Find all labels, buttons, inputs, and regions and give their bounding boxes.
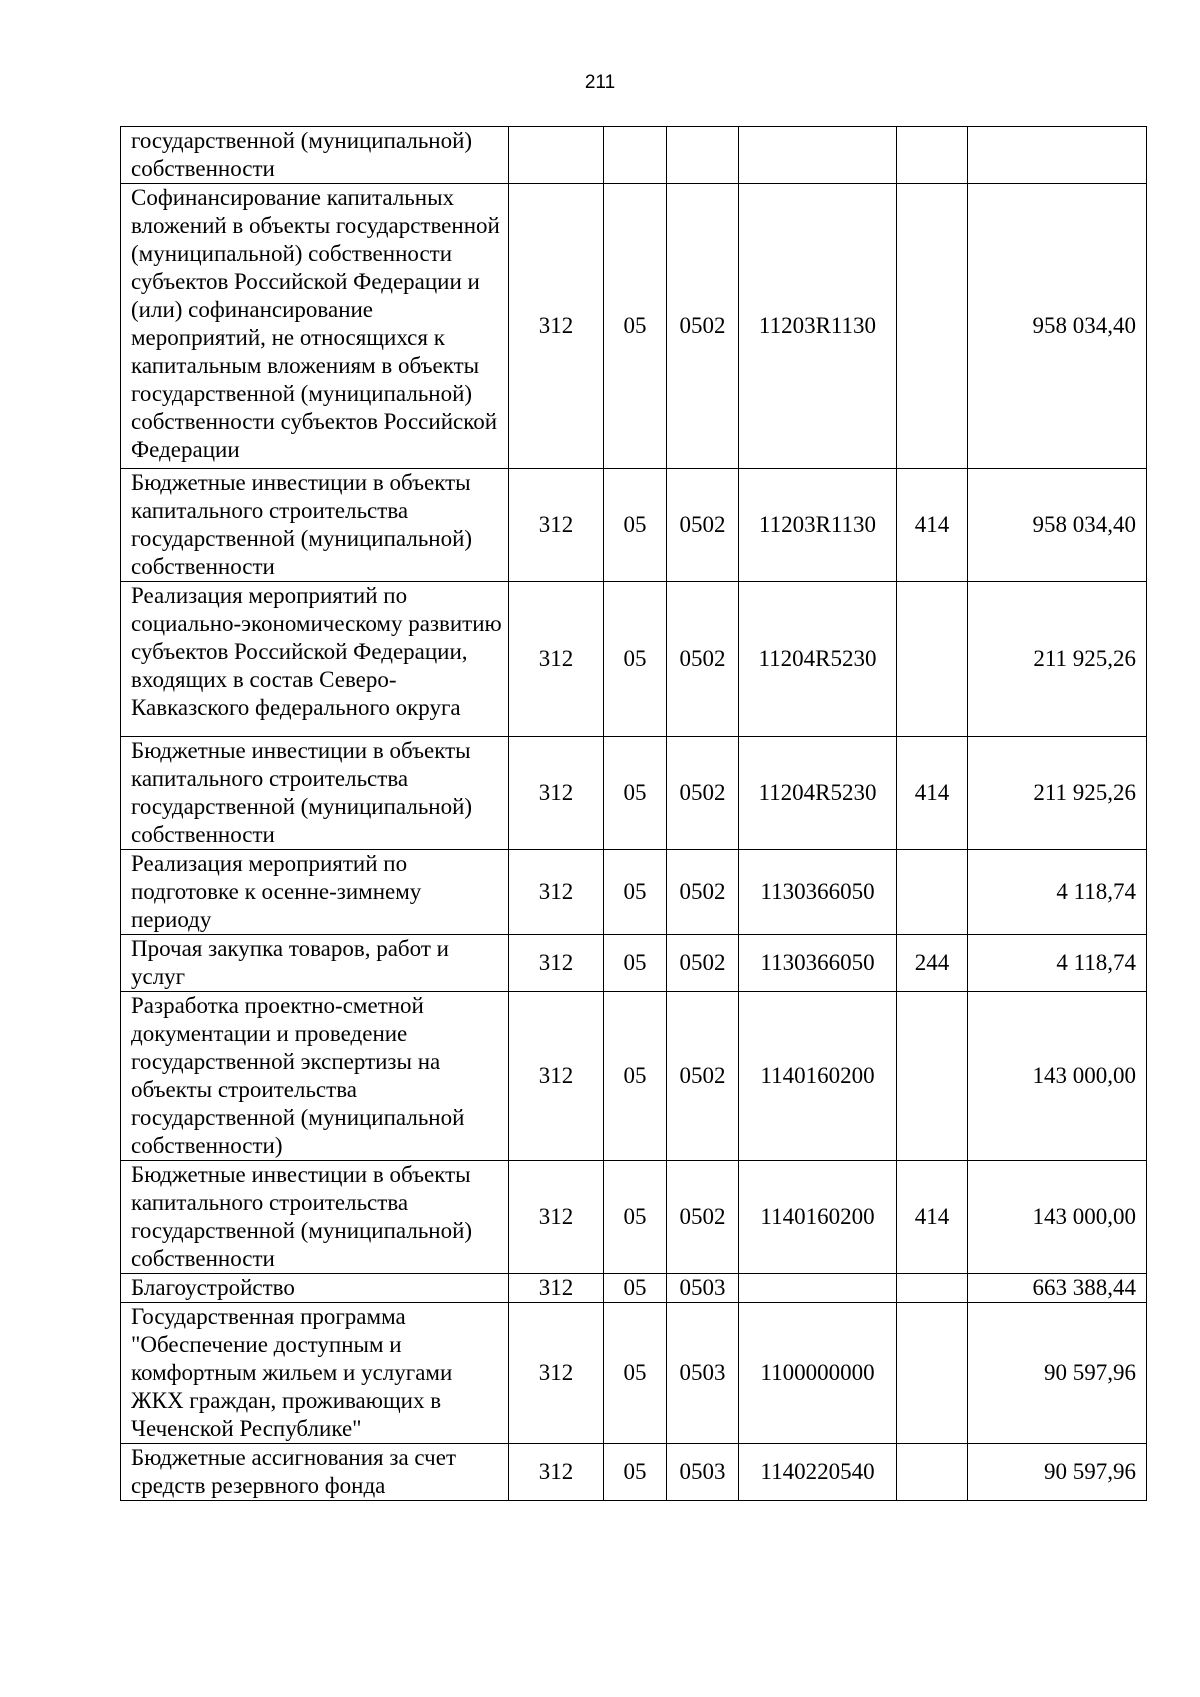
cell-expense-type-code-text: 414 [914,512,950,537]
cell-ved-code-text: 312 [538,512,574,537]
cell-target-article-code-text: 11204R5230 [758,780,877,805]
cell-expense-type-code [897,935,968,992]
cell-section-code-text: 05 [623,879,647,904]
cell-section-code [604,1444,667,1501]
cell-name-text: Софинансирование капитальных вложений в объекты государственной (муниципальной) собственности субъектов Российской Федерации и (или) софинансирование мероприятий, не относящихся к капитальным вложениям в объекты государственной (муниципальной) собственности субъектов Российской Федерации [131,185,500,462]
cell-target-article-code [739,127,897,184]
cell-ved-code-text: 312 [538,1459,574,1484]
cell-subsection-code-text: 0502 [679,313,726,338]
cell-ved-code-text: 312 [538,780,574,805]
cell-expense-type-code [897,582,968,737]
cell-amount-text: 4 118,74 [1056,950,1136,975]
cell-name-text: Бюджетные инвестиции в объекты капитального строительства государственной (муниципальной) собственности [131,738,473,847]
cell-section-code-text: 05 [623,1360,647,1385]
cell-subsection-code [667,737,739,850]
cell-ved-code-text: 312 [538,646,574,671]
cell-section-code-text: 05 [623,780,647,805]
cell-target-article-code [739,582,897,737]
cell-amount-text: 211 925,26 [1033,646,1136,671]
cell-section-code-text: 05 [623,1204,647,1229]
cell-expense-type-code [897,1444,968,1501]
cell-amount-text: 958 034,40 [1032,512,1136,537]
cell-ved-code [509,992,604,1161]
cell-expense-type-code [897,469,968,582]
cell-ved-code-text: 312 [538,879,574,904]
cell-subsection-code-text: 0502 [679,780,726,805]
cell-amount [968,1303,1147,1444]
table-row [121,935,1147,992]
cell-ved-code-text: 312 [538,1063,574,1088]
cell-ved-code-text: 312 [538,313,574,338]
cell-ved-code-text: 312 [538,950,574,975]
cell-ved-code [509,1444,604,1501]
cell-amount [968,1444,1147,1501]
cell-subsection-code [667,850,739,935]
cell-subsection-code [667,1274,739,1303]
table-row [121,850,1147,935]
cell-section-code [604,737,667,850]
cell-section-code [604,992,667,1161]
cell-name-text: Государственная программа "Обеспечение доступным и комфортным жильем и услугами ЖКХ граждан, проживающих в Чеченской Республике" [131,1304,453,1441]
cell-subsection-code [667,582,739,737]
cell-ved-code [509,935,604,992]
cell-subsection-code-text: 0502 [679,646,726,671]
table-row [121,469,1147,582]
cell-subsection-code [667,127,739,184]
cell-expense-type-code [897,1274,968,1303]
cell-ved-code [509,1161,604,1274]
cell-target-article-code-text: 1100000000 [760,1360,875,1385]
cell-name-text: Бюджетные инвестиции в объекты капитального строительства государственной (муниципальной) собственности [131,470,473,579]
cell-name-text: Бюджетные инвестиции в объекты капитального строительства государственной (муниципальной) собственности [131,1162,473,1271]
cell-section-code [604,184,667,469]
cell-subsection-code-text: 0503 [679,1459,726,1484]
cell-expense-type-code [897,184,968,469]
cell-name [121,992,509,1161]
cell-amount-text: 211 925,26 [1033,780,1136,805]
cell-name [121,582,509,737]
cell-section-code-text: 05 [623,512,647,537]
cell-name-text: Прочая закупка товаров, работ и услуг [131,936,449,989]
cell-target-article-code-text: 1140160200 [760,1063,875,1088]
cell-section-code-text: 05 [623,950,647,975]
cell-section-code-text: 05 [623,1275,647,1300]
cell-expense-type-code-text: 414 [914,1204,950,1229]
cell-target-article-code [739,1161,897,1274]
cell-target-article-code-text: 1130366050 [760,879,875,904]
cell-amount [968,582,1147,737]
cell-subsection-code [667,184,739,469]
cell-subsection-code-text: 0503 [679,1360,726,1385]
cell-name [121,737,509,850]
cell-expense-type-code [897,737,968,850]
cell-target-article-code [739,992,897,1161]
cell-ved-code [509,127,604,184]
cell-target-article-code-text: 1140160200 [760,1204,875,1229]
cell-subsection-code [667,1444,739,1501]
cell-target-article-code-text: 11203R1130 [758,313,877,338]
cell-amount-text: 90 597,96 [1044,1360,1136,1385]
budget-table-body [121,127,1147,1501]
cell-name [121,1161,509,1274]
cell-ved-code [509,469,604,582]
cell-expense-type-code [897,1303,968,1444]
cell-section-code-text: 05 [623,1063,647,1088]
cell-amount-text: 958 034,40 [1032,313,1136,338]
cell-amount [968,737,1147,850]
cell-amount [968,992,1147,1161]
cell-name [121,184,509,469]
cell-amount [968,935,1147,992]
cell-amount [968,1274,1147,1303]
cell-ved-code [509,582,604,737]
cell-section-code [604,1274,667,1303]
cell-name-text: Реализация мероприятий по подготовке к осенне-зимнему периоду [131,851,422,932]
cell-amount-text: 143 000,00 [1032,1063,1136,1088]
cell-section-code-text: 05 [623,1459,647,1484]
cell-subsection-code [667,1303,739,1444]
cell-name [121,1444,509,1501]
cell-target-article-code-text: 11204R5230 [758,646,877,671]
cell-ved-code [509,737,604,850]
table-row [121,1274,1147,1303]
cell-amount [968,850,1147,935]
cell-expense-type-code [897,127,968,184]
cell-subsection-code [667,992,739,1161]
cell-amount [968,1161,1147,1274]
cell-name-text: государственной (муниципальной) собственности [131,128,473,181]
page-number: 211 [584,72,616,93]
cell-target-article-code [739,1444,897,1501]
cell-amount [968,469,1147,582]
cell-subsection-code-text: 0503 [679,1275,726,1300]
cell-expense-type-code [897,850,968,935]
cell-name [121,935,509,992]
cell-amount-text: 663 388,44 [1032,1275,1136,1300]
table-row [121,992,1147,1161]
cell-amount-text: 4 118,74 [1056,879,1136,904]
cell-section-code [604,850,667,935]
cell-section-code [604,582,667,737]
cell-name [121,1274,509,1303]
budget-table [120,126,1147,1501]
cell-section-code [604,935,667,992]
cell-name [121,127,509,184]
cell-expense-type-code [897,992,968,1161]
cell-target-article-code [739,469,897,582]
cell-section-code [604,127,667,184]
cell-name-text: Разработка проектно-сметной документации и проведение государственной экспертизы на объекты строительства государственной (муниципальной собственности) [131,993,465,1158]
table-row [121,737,1147,850]
cell-ved-code-text: 312 [538,1275,574,1300]
cell-amount-text: 143 000,00 [1032,1204,1136,1229]
cell-target-article-code [739,737,897,850]
table-row [121,1444,1147,1501]
table-row [121,582,1147,737]
cell-subsection-code [667,469,739,582]
cell-section-code [604,1303,667,1444]
cell-amount-text: 90 597,96 [1044,1459,1136,1484]
cell-expense-type-code-text: 414 [914,780,950,805]
cell-target-article-code [739,1274,897,1303]
cell-target-article-code-text: 1130366050 [760,950,875,975]
cell-subsection-code-text: 0502 [679,512,726,537]
cell-section-code-text: 05 [623,313,647,338]
cell-name [121,469,509,582]
cell-expense-type-code-text: 244 [914,950,950,975]
cell-ved-code [509,184,604,469]
cell-name-text: Реализация мероприятий по социально-экономическому развитию субъектов Российской Федерации, входящих в состав Северо-Кавказского федерального округа [131,583,502,720]
table-row [121,127,1147,184]
cell-amount [968,184,1147,469]
cell-section-code-text: 05 [623,646,647,671]
cell-name-text: Благоустройство [131,1275,295,1300]
cell-amount [968,127,1147,184]
cell-subsection-code-text: 0502 [679,1063,726,1088]
cell-ved-code [509,1274,604,1303]
cell-target-article-code [739,935,897,992]
table-row [121,1303,1147,1444]
table-row [121,1161,1147,1274]
cell-ved-code-text: 312 [538,1360,574,1385]
cell-subsection-code-text: 0502 [679,1204,726,1229]
cell-section-code [604,469,667,582]
cell-subsection-code [667,1161,739,1274]
cell-ved-code-text: 312 [538,1204,574,1229]
cell-ved-code [509,850,604,935]
cell-target-article-code [739,850,897,935]
cell-target-article-code [739,184,897,469]
cell-name [121,1303,509,1444]
cell-subsection-code [667,935,739,992]
table-row [121,184,1147,469]
cell-name-text: Бюджетные ассигнования за счет средств резервного фонда [131,1445,456,1498]
cell-target-article-code-text: 11203R1130 [758,512,877,537]
cell-subsection-code-text: 0502 [679,879,726,904]
cell-name [121,850,509,935]
cell-ved-code [509,1303,604,1444]
cell-target-article-code [739,1303,897,1444]
cell-subsection-code-text: 0502 [679,950,726,975]
cell-target-article-code-text: 1140220540 [760,1459,875,1484]
cell-expense-type-code [897,1161,968,1274]
cell-section-code [604,1161,667,1274]
